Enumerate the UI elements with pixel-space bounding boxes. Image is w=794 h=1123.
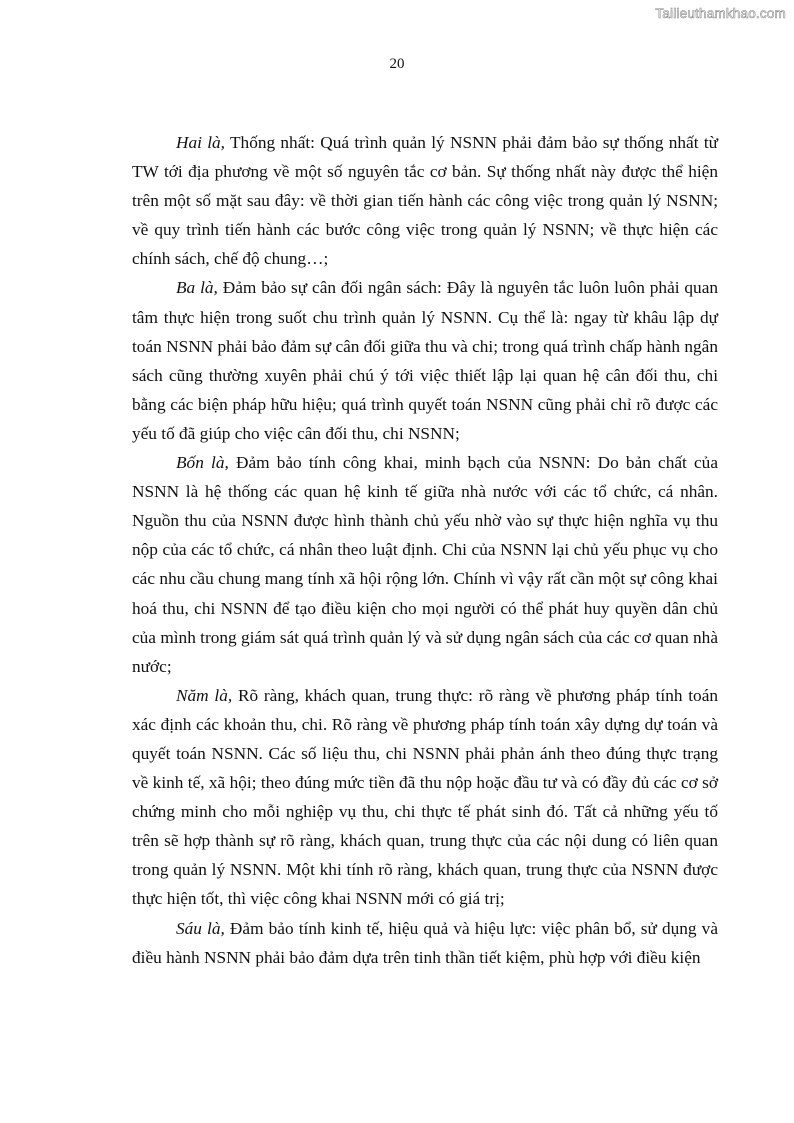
paragraph-bon-la (132, 448, 718, 681)
paragraph-nam-la (132, 681, 718, 914)
paragraph-text: Đảm bảo tính công khai, minh bạch của NSNN: Do bản chất của NSNN là hệ thống các quan hệ kinh tế giữa nhà nước với các tổ chức, cá nhân. Nguồn thu của NSNN được hình thành chủ yếu nhờ vào sự thực hiện nghĩa vụ thu nộp của các tổ chức, cá nhân theo luật định. Chi của NSNN lại chủ yếu phục vụ cho các nhu cầu chung mang tính xã hội rộng lớn. Chính vì vậy rất cần một sự công khai hoá thu, chi NSNN để tạo điều kiện cho mọi người có thể phát huy quyền dân chủ của mình trong giám sát quá trình quản lý và sử dụng ngân sách của các cơ quan nhà nước; (132, 453, 718, 676)
paragraph-lead: Năm là, (176, 685, 233, 705)
watermark-text: Tailieuthamkhao.com (655, 6, 786, 21)
paragraph-lead: Sáu là, (176, 918, 225, 938)
page-number: 20 (389, 56, 405, 72)
paragraph-text: Rõ ràng, khách quan, trung thực: rõ ràng về phương pháp tính toán xác định các khoản thu, chi. Rõ ràng về phương pháp tính toán xây dựng dự toán và quyết toán NSNN. Các số liệu thu, chi NSNN phải phản ánh theo đúng thực trạng về kinh tế, xã hội; theo đúng mức tiền đã thu nộp hoặc đầu tư và có đầy đủ các cơ sở chứng minh cho mỗi nghiệp vụ thu, chi thực tế phát sinh đó. Tất cả những yếu tố trên sẽ hợp thành sự rõ ràng, khách quan, trung thực của các nội dung có liên quan trong quản lý NSNN. Một khi tính rõ ràng, khách quan, trung thực của NSNN được thực hiện tốt, thì việc công khai NSNN mới có giá trị; (132, 685, 719, 909)
paragraph-text: Thống nhất: Quá trình quản lý NSNN phải đảm bảo sự thống nhất từ TW tới địa phương về một số nguyên tắc cơ bản. Sự thống nhất này được thể hiện trên một số mặt sau đây: về thời gian tiến hành các công việc trong quản lý NSNN; về quy trình tiến hành các bước công việc trong quản lý NSNN; về thực hiện các chính sách, chế độ chung…; (132, 133, 718, 269)
paragraph-text: Đảm bảo sự cân đối ngân sách: Đây là nguyên tắc luôn luôn phải quan tâm thực hiện trong suốt chu trình quản lý NSNN. Cụ thể là: ngay từ khâu lập dự toán NSNN phải bảo đảm sự cân đối giữa thu và chi; trong quá trình chấp hành ngân sách cũng thường xuyên phải chú ý tới việc thiết lập lại quan hệ cân đối thu, chi bằng các biện pháp hữu hiệu; quá trình quyết toán NSNN cũng phải chỉ rõ được các yếu tố đã giúp cho việc cân đối thu, chi NSNN; (132, 278, 719, 443)
document-body (132, 128, 718, 972)
paragraph-text: Đảm bảo tính kinh tế, hiệu quả và hiệu lực: việc phân bổ, sử dụng và điều hành NSNN phải bảo đảm dựa trên tinh thần tiết kiệm, phù hợp với điều kiện (132, 918, 718, 967)
paragraph-ba-la (132, 273, 718, 448)
paragraph-lead: Bốn là, (176, 453, 229, 473)
paragraph-lead: Hai là, (176, 133, 225, 152)
paragraph-sau-la (132, 914, 718, 972)
paragraph-lead: Ba là, (176, 278, 218, 298)
paragraph-hai-la (132, 128, 718, 273)
